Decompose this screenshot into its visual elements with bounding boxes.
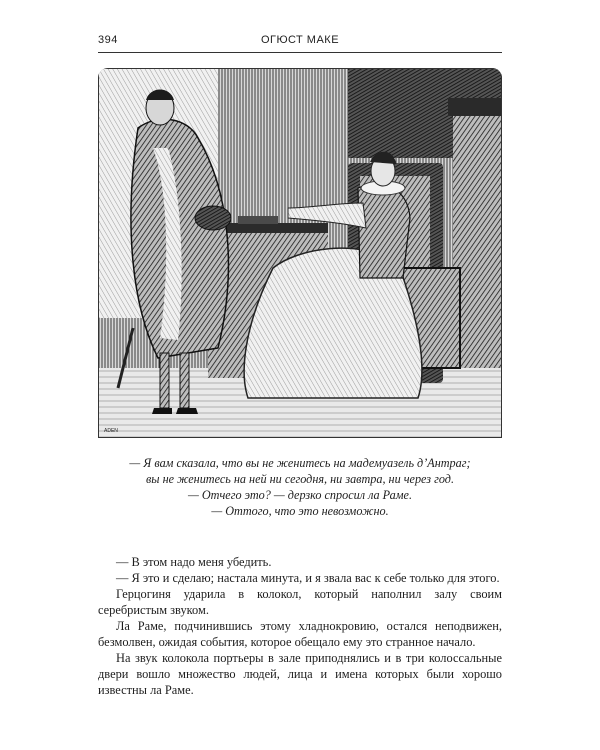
paragraph: Ла Раме, подчинившись этому хладнокровию, остался неподвижен, безмолвен, ожидая события, которое обещало ему это странное начало. bbox=[98, 619, 502, 649]
paragraph: — Я это и сделаю; настала минута, и я звала вас к себе только для этого. bbox=[116, 571, 500, 585]
body-text bbox=[98, 554, 502, 698]
paragraph: Герцогиня ударила в колокол, который наполнил залу своим серебристым звуком. bbox=[98, 587, 502, 617]
caption-line: — Отчего это? — дерзко спросил ла Раме. bbox=[188, 488, 412, 502]
caption-line: — Я вам сказала, что вы не женитесь на мадемуазель д’Антраг; bbox=[129, 456, 471, 470]
engraving-picture bbox=[98, 68, 502, 438]
paragraph: На звук колокола портьеры в зале приподнялись и в три колоссальные двери вошло множество людей, лица и имена которых были хорошо известны ла Раме. bbox=[98, 651, 502, 697]
page-header bbox=[98, 32, 502, 53]
paragraph: — В этом надо меня убедить. bbox=[116, 555, 272, 569]
caption-line: вы не женитесь на ней ни сегодня, ни завтра, ни через год. bbox=[145, 472, 455, 486]
running-title: ОГЮСТ МАКЕ bbox=[260, 34, 340, 46]
caption-line: — Оттого, что это невозможно. bbox=[211, 504, 389, 518]
engraving-illustration bbox=[98, 68, 502, 438]
page-number: 394 bbox=[98, 34, 118, 46]
illustration-caption bbox=[98, 455, 502, 519]
engraver-signature: ADEN bbox=[104, 428, 118, 434]
